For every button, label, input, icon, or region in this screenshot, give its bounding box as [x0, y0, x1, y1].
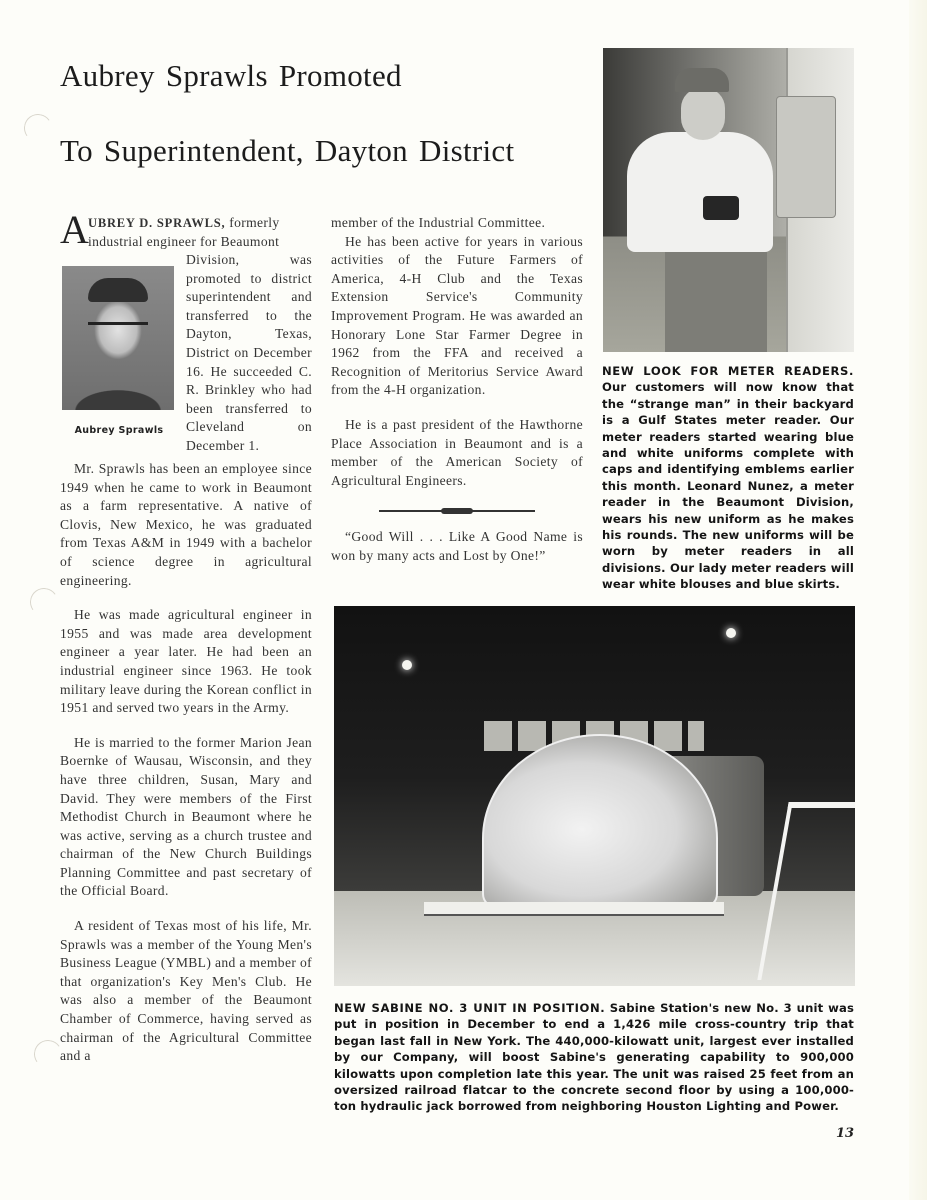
caption-lead: NEW SABINE NO. 3 UNIT IN POSITION.	[334, 1001, 606, 1015]
flatcar	[424, 902, 724, 916]
figure-pants	[665, 248, 767, 352]
paragraph: He was made agricultural engineer in 1955 and was made area development engineer a year later. He had been an industrial engineer since 1963. He took military leave during the Korean conflict in 1951 and served two years in the Army.	[60, 607, 312, 716]
quote: “Good Will . . . Like A Good Name is won by many acts and Lost by One!”	[331, 529, 583, 563]
caption-body: Sabine Station's new No. 3 unit was put in position in December to end a 1,426 mile cross-country trip that began last fall in New York. The 440,000-kilowatt unit, largest ever installed by our Company, will boost Sabine's generating capability to 900,000 kilowatts upon completion late this year. The unit was raised 25 feet from an oversized railroad flatcar to the concrete second floor by using a 100,000-ton hydraulic jack borrowed from neighboring Houston Lighting and Power.	[334, 1001, 854, 1114]
paragraph: A resident of Texas most of his life, Mr. Sprawls was a member of the Young Men's Business League (YMBL) and a member of that organization's Key Men's Club. He was also a member of the Beaumont Chamber of Commerce, having served as chairman of the Agricultural Committee and a	[60, 918, 312, 1064]
page-edge	[909, 0, 927, 1200]
punch-hole-mark	[28, 586, 60, 618]
figure-cap	[675, 68, 729, 92]
lead-line-2: industrial engineer for Beaumont	[88, 233, 280, 249]
meter-reader-photo	[603, 48, 854, 352]
lead-continuation: Division, was promoted to district superintendent and transferred to the Dayton, Texas, District on December 16. He succeeded C. R. Brinkley who had been transferred to Cleveland on December 1.	[186, 252, 312, 453]
headline-line-1: Aubrey Sprawls Promoted	[60, 58, 402, 93]
caption-body: Our customers will now know that the “strange man” in their backyard is a Gulf States meter reader. Our meter readers started wearing blue and white uniforms complete with caps and identifying emblems earlier this month. Leonard Nunez, a meter reader in the Beaumont Division, wears his new uniform as he makes his rounds. The new uniforms will be worn by meter readers in all divisions. Our lady meter readers will wear white blouses and blue skirts.	[602, 380, 854, 592]
lead-name-caps: UBREY D. SPRAWLS,	[88, 216, 226, 230]
ornamental-divider	[379, 506, 535, 516]
lead-line-1-rest: formerly	[225, 215, 280, 230]
article-column-1	[60, 207, 312, 1082]
paragraph-continuation: member of the Industrial Committee.	[331, 215, 546, 230]
punch-hole-mark	[22, 112, 54, 144]
portrait-photo	[62, 266, 174, 410]
figure-shirt	[627, 132, 773, 252]
portrait-caption: Aubrey Sprawls	[74, 425, 164, 436]
lead-paragraph	[60, 207, 312, 460]
unit-photo-caption	[334, 1000, 854, 1115]
electric-meter	[776, 96, 836, 218]
drop-cap: A	[60, 207, 90, 252]
headline-line-2: To Superintendent, Dayton District	[60, 133, 515, 168]
lead-line-1	[88, 214, 312, 233]
paragraph: Mr. Sprawls has been an employee since 1949 when he came to work in Beaumont as a farm representative. A native of Clovis, New Mexico, he was graduated from Texas A&M in 1949 with a bachelor of science degree in agricultural engineering.	[60, 461, 312, 588]
caption-lead: NEW LOOK FOR METER READERS.	[602, 364, 854, 378]
portrait-hair	[88, 278, 148, 302]
page-number: 13	[836, 1126, 855, 1141]
portrait-glasses	[88, 322, 148, 333]
paragraph: He has been active for years in various activities of the Future Farmers of America, 4-H Club and the Texas Extension Service's Community Improvement Program. He was awarded an Honorary Lone Star Farmer Degree in 1962 from the FFA and received a Recognition of Meritorius Service Award from the 4-H organization.	[331, 233, 583, 398]
ceiling-lamp	[726, 628, 736, 638]
sabine-unit-photo	[334, 606, 855, 986]
paragraph: He is a past president of the Hawthorne Place Association in Beaumont and is a member of the American Society of Agricultural Engineers.	[331, 416, 583, 488]
meter-photo-caption	[602, 363, 854, 593]
sawhorse	[757, 802, 855, 980]
paragraph: He is married to the former Marion Jean Boernke of Wausau, Wisconsin, and they have three children, Susan, Mary and David. They were members of the First Methodist Church in Beaumont where he was active, serving as a church trustee and chairman of the New Church Buildings Planning Committee and past secretary of the Official Board.	[60, 734, 312, 899]
figure-head	[681, 88, 725, 140]
ceiling-lamp	[402, 660, 412, 670]
meter-book	[703, 196, 739, 220]
article-column-2	[331, 214, 583, 582]
